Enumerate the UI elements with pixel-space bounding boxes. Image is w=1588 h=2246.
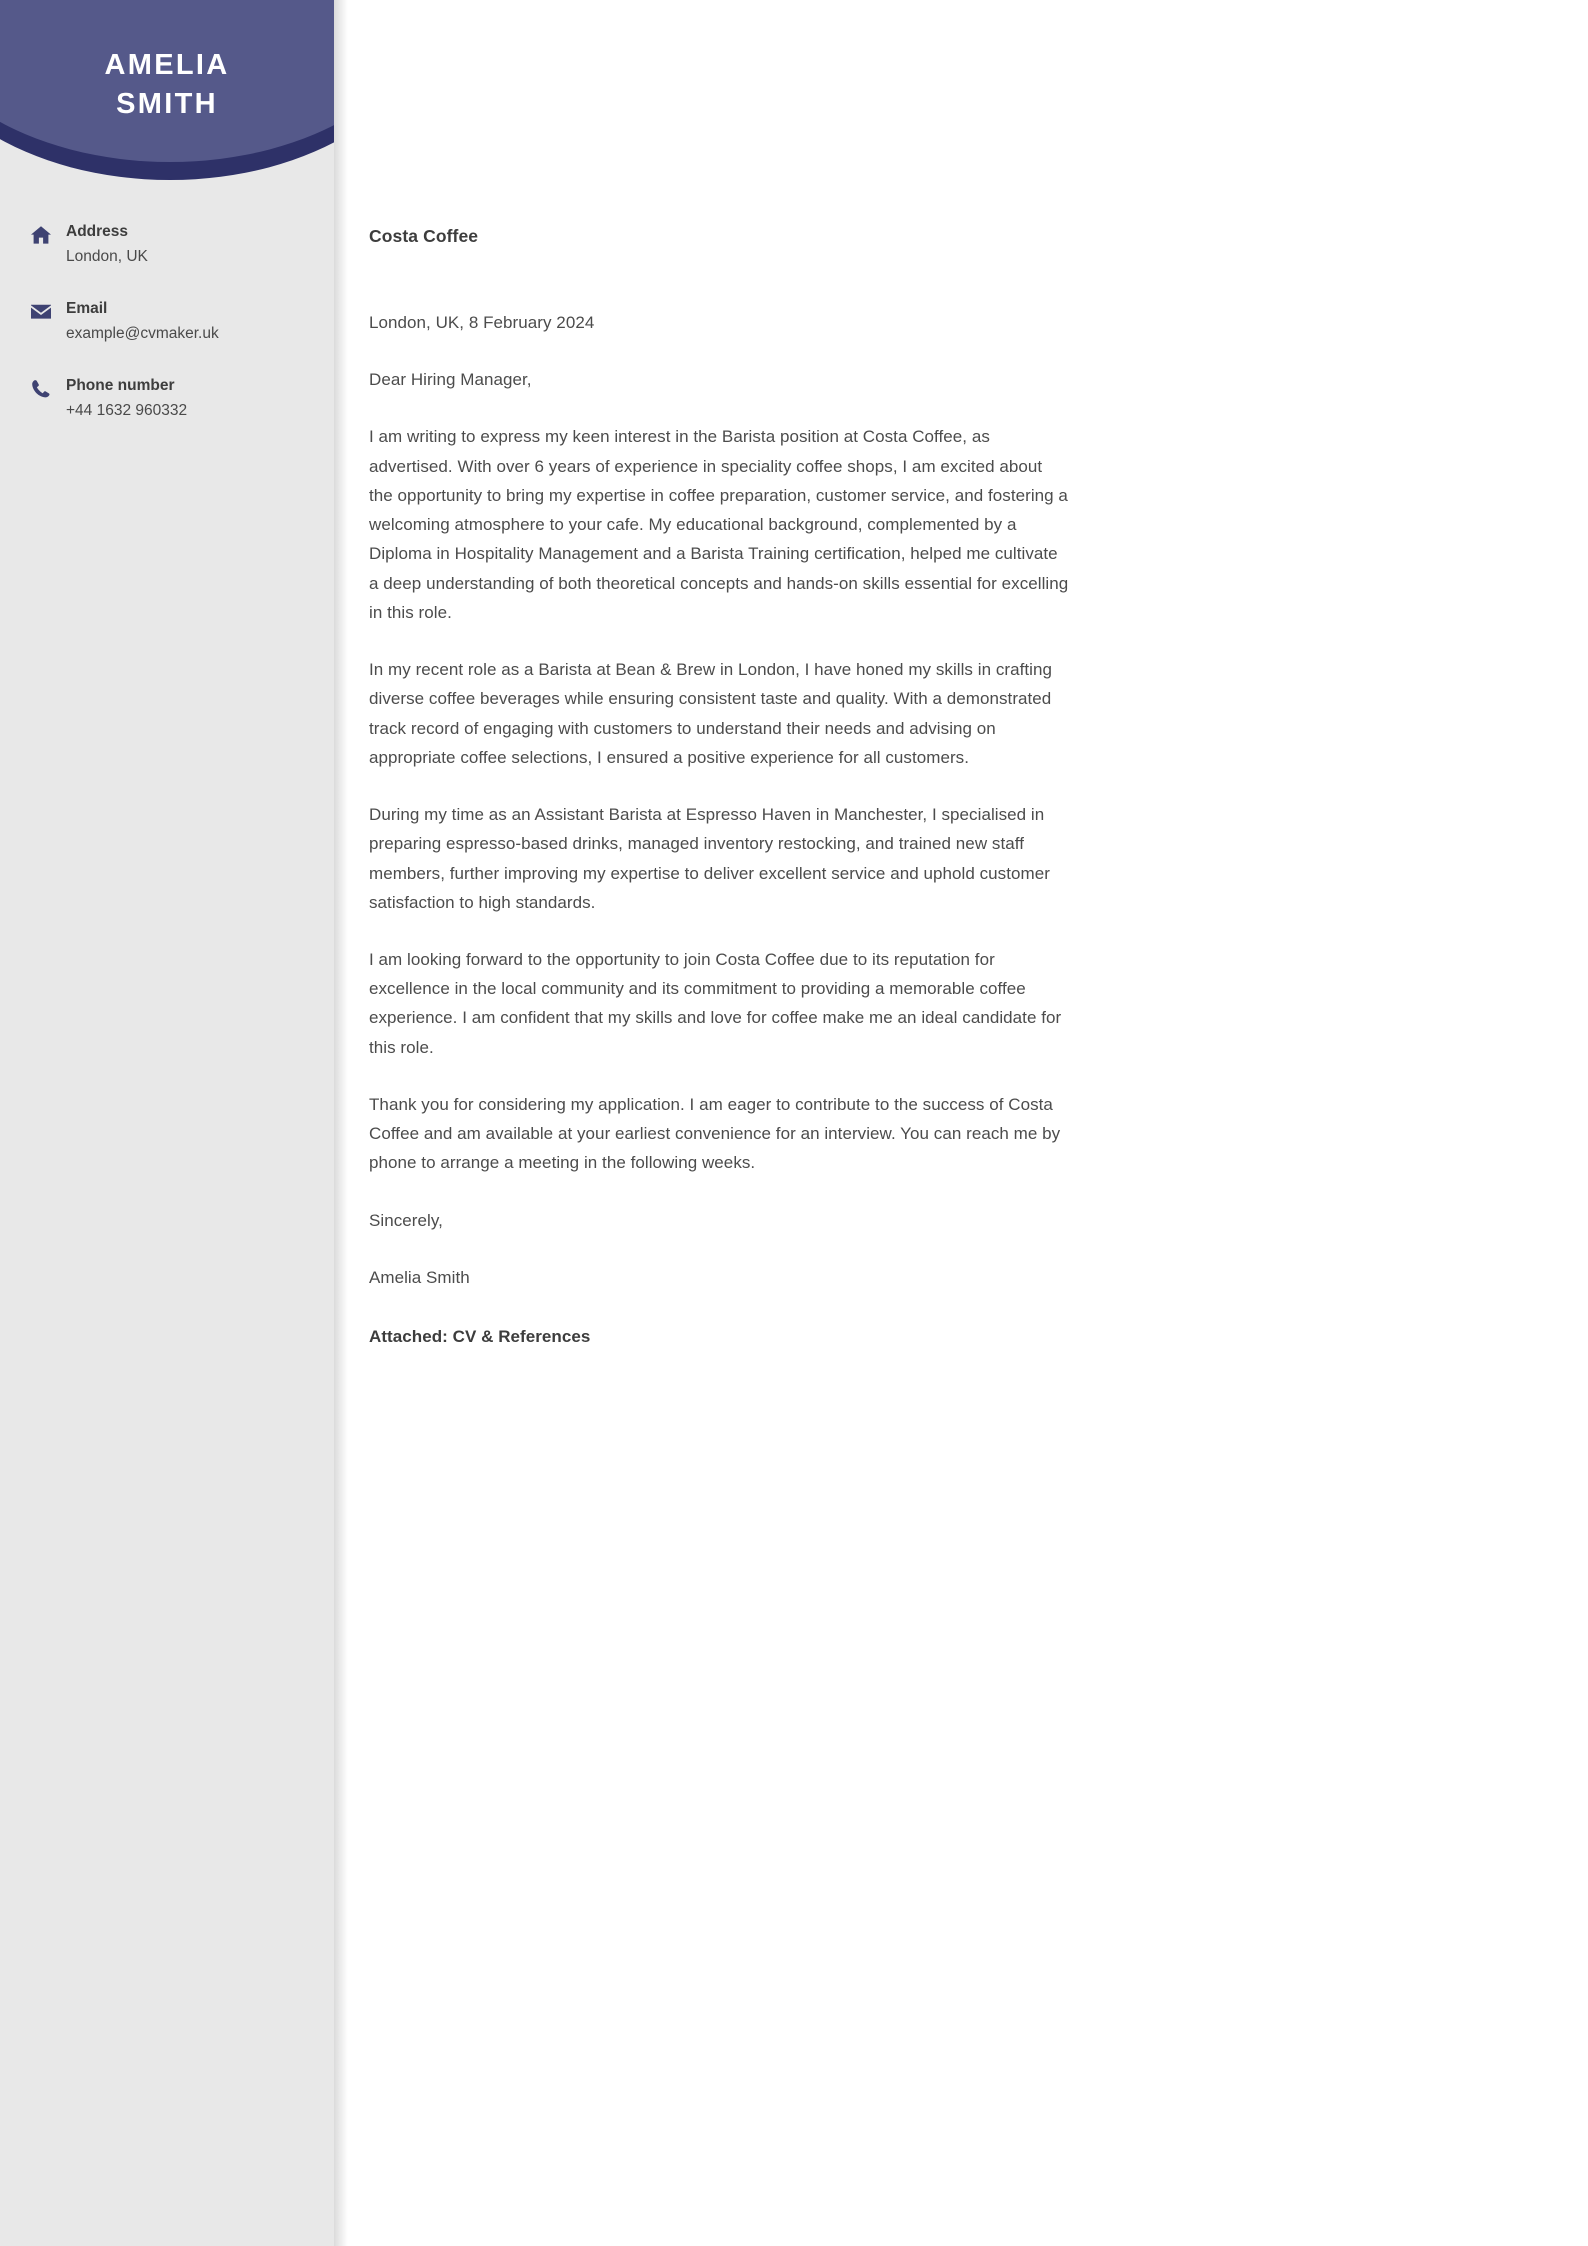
recipient-company: Costa Coffee (369, 226, 479, 246)
contact-label-email: Email (66, 300, 108, 317)
contact-list (0, 222, 334, 453)
letter-paragraph-5: Thank you for considering my application. I am eager to contribute to the success of Costa Coffee and am available at your earliest convenience for an interview. You can reach me by phone to arrange a meeting in the following weeks. (369, 1094, 1061, 1173)
letter-body (369, 0, 1459, 2246)
contact-value-address: London, UK (66, 247, 148, 265)
letter-content (369, 308, 1069, 1379)
candidate-last-name: SMITH (116, 88, 218, 121)
letter-date-line: London, UK, 8 February 2024 (369, 313, 595, 332)
sidebar (0, 0, 334, 2246)
phone-icon (28, 378, 54, 400)
contact-value-phone: +44 1632 960332 (66, 401, 188, 419)
contact-item-phone (0, 376, 334, 428)
letter-paragraph-3: During my time as an Assistant Barista at Espresso Haven in Manchester, I specialised in preparing espresso-based drinks, managed inventory restocking, and trained new staff members, further improving my expertise to deliver excellent service and uphold customer satisfaction to high standards. (369, 805, 1050, 912)
letter-paragraph-2: In my recent role as a Barista at Bean & Brew in London, I have honed my skills in crafting diverse coffee beverages while ensuring consistent taste and quality. With a demonstrated track record of engaging with customers to understand their needs and advising on appropriate coffee selections, I ensured a positive experience for all customers. (369, 660, 1053, 767)
letter-paragraph-1: I am writing to express my keen interest in the Barista position at Costa Coffee, as advertised. With over 6 years of experience in speciality coffee shops, I am excited about the opportunity to bring my expertise in coffee preparation, customer service, and fostering a welcoming atmosphere to your cafe. My educational background, complemented by a Diploma in Hospitality Management and a Barista Training certification, helped me cultivate a deep understanding of both theoretical concepts and hands-on skills essential for excelling in this role. (369, 427, 1069, 622)
home-icon (28, 224, 54, 246)
candidate-name (0, 46, 334, 124)
letter-paragraph-4: I am looking forward to the opportunity to join Costa Coffee due to its reputation for excellence in the local community and its commitment to providing a memorable coffee experience. I am confident that my skills and love for coffee make me an ideal candidate for this role. (369, 949, 1062, 1057)
contact-value-email: example@cvmaker.uk (66, 324, 219, 342)
envelope-icon (28, 301, 54, 323)
letter-closing: Sincerely, (369, 1210, 443, 1230)
letter-attachment: Attached: CV & References (369, 1327, 591, 1347)
letter-salutation: Dear Hiring Manager, (369, 370, 532, 390)
contact-item-address (0, 222, 334, 274)
letter-signature: Amelia Smith (369, 1267, 470, 1287)
sidebar-edge-shadow (334, 0, 348, 2246)
contact-label-address: Address (66, 223, 129, 240)
contact-label-phone: Phone number (66, 377, 175, 394)
contact-item-email (0, 299, 334, 351)
candidate-first-name: AMELIA (104, 49, 230, 81)
